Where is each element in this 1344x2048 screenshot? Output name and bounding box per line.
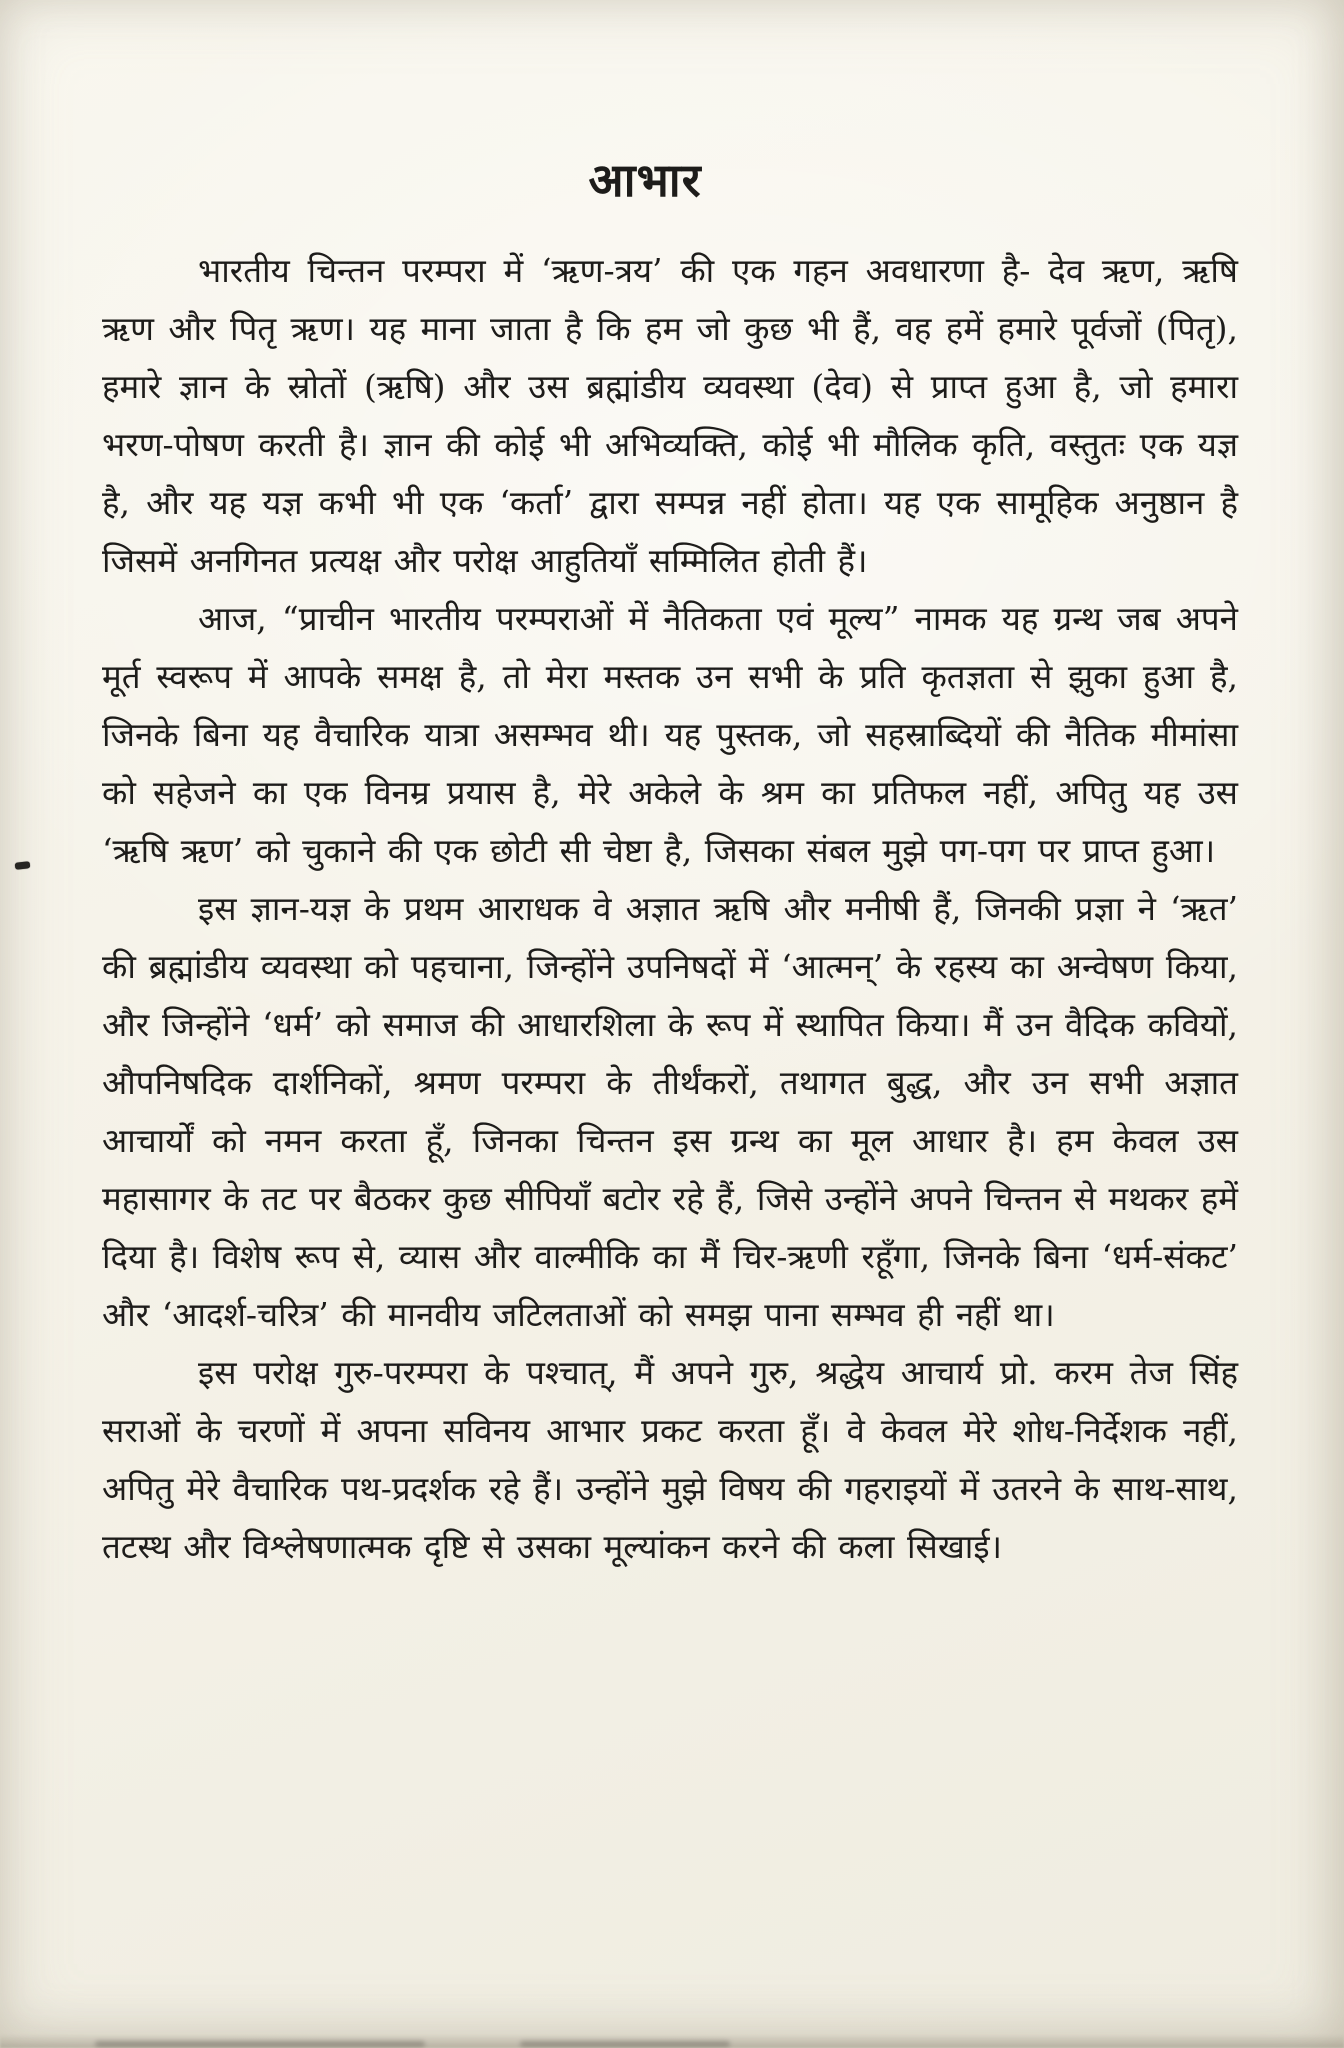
page-title: आभार — [588, 153, 702, 207]
paragraph-1: भारतीय चिन्तन परम्परा में ‘ऋण-त्रय’ की एक गहन अवधारणा है- देव ऋण, ऋषि ऋण और पितृ ऋण। यह माना जाता है कि हम जो कुछ भी हैं, वह हमें हमारे पूर्वजों (पितृ), हमारे ज्ञान के स्रोतों (ऋषि) और उस ब्रह्मांडीय व्यवस्था (देव) से प्राप्त हुआ है, जो हमारा भरण-पोषण करती है। ज्ञान की कोई भी अभिव्यक्ति, कोई भी मौलिक कृति, वस्तुतः एक यज्ञ है, और यह यज्ञ कभी भी एक ‘कर्ता’ द्वारा सम्पन्न नहीं होता। यह एक सामूहिक अनुष्ठान है जिसमें अनगिनत प्रत्यक्ष और परोक्ष आहुतियाँ सम्मिलित होती हैं। — [102, 251, 1238, 580]
ink-smudge-mark — [15, 861, 31, 870]
paragraph-3: इस ज्ञान-यज्ञ के प्रथम आराधक वे अज्ञात ऋषि और मनीषी हैं, जिनकी प्रज्ञा ने ‘ऋत’ की ब्रह्मांडीय व्यवस्था को पहचाना, जिन्होंने उपनिषदों में ‘आत्मन्’ के रहस्य का अन्वेषण किया, और जिन्होंने ‘धर्म’ को समाज की आधारशिला के रूप में स्थापित किया। मैं उन वैदिक कवियों, औपनिषदिक दार्शनिकों, श्रमण परम्परा के तीर्थंकरों, तथागत बुद्ध, और उन सभी अज्ञात आचार्यों को नमन करता हूँ, जिनका चिन्तन इस ग्रन्थ का मूल आधार है। हम केवल उस महासागर के तट पर बैठकर कुछ सीपियाँ बटोर रहे हैं, जिसे उन्होंने अपने चिन्तन से मथकर हमें दिया है। विशेष रूप से, व्यास और वाल्मीकि का मैं चिर-ऋणी रहूँगा, जिनके बिना ‘धर्म-संकट’ और ‘आदर्श-चरित्र’ की मानवीय जटिलताओं को समझ पाना सम्भव ही नहीं था। — [102, 889, 1238, 1334]
paragraph-4: इस परोक्ष गुरु-परम्परा के पश्चात्, मैं अपने गुरु, श्रद्धेय आचार्य प्रो. करम तेज सिंह सराओं के चरणों में अपना सविनय आभार प्रकट करता हूँ। वे केवल मेरे शोध-निर्देशक नहीं, अपितु मेरे वैचारिक पथ-प्रदर्शक रहे हैं। उन्होंने मुझे विषय की गहराइयों में उतरने के साथ-साथ, तटस्थ और विश्लेषणात्मक दृष्टि से उसका मूल्यांकन करने की कला सिखाई। — [102, 1353, 1238, 1566]
page-bottom-bleed-shadow — [0, 2032, 1344, 2048]
acknowledgement-text — [102, 242, 1238, 1576]
paragraph-2: आज, “प्राचीन भारतीय परम्पराओं में नैतिकता एवं मूल्य” नामक यह ग्रन्थ जब अपने मूर्त स्वरूप में आपके समक्ष है, तो मेरा मस्तक उन सभी के प्रति कृतज्ञता से झुका हुआ है, जिनके बिना यह वैचारिक यात्रा असम्भव थी। यह पुस्तक, जो सहस्राब्दियों की नैतिक मीमांसा को सहेजने का एक विनम्र प्रयास है, मेरे अकेले के श्रम का प्रतिफल नहीं, अपितु यह उस ‘ऋषि ऋण’ को चुकाने की एक छोटी सी चेष्टा है, जिसका संबल मुझे पग-पग पर प्राप्त हुआ। — [102, 599, 1238, 870]
